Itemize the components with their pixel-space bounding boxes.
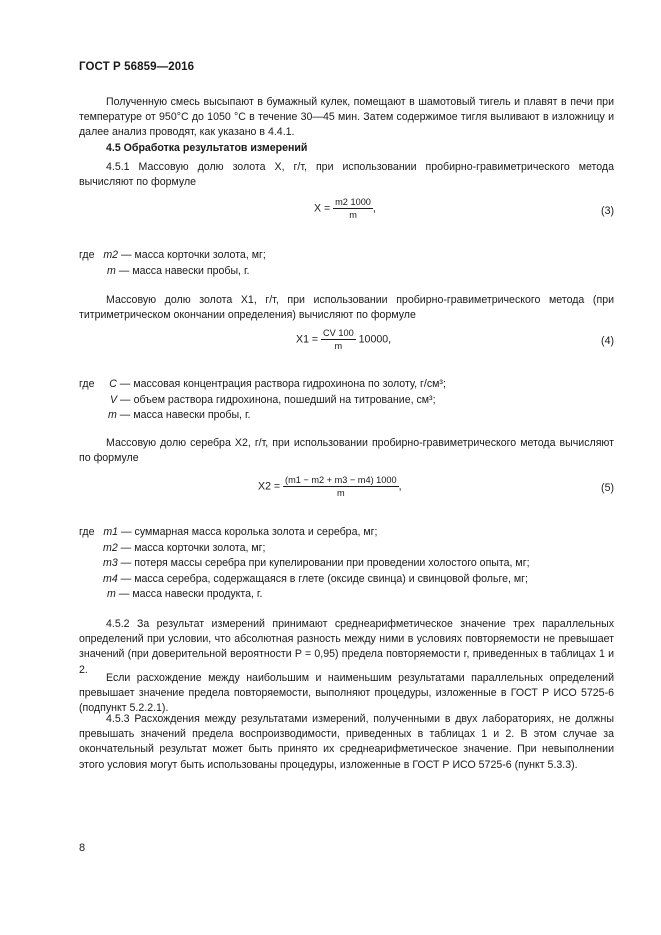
formula-5-denominator: m [337,488,345,498]
legend-symbol: m [107,588,116,600]
formula-5-fraction [283,475,399,498]
legend-where: где [79,378,95,390]
formula-3 [314,197,376,220]
paragraph-4-5-2-continued: Если расхождение между наибольшим и наименьшим результатами параллельных определений превышает значение предела повторяемости, выполняют процедуры, изложенные в ГОСТ Р ИСО 5725-6 (подпункт 5.2.2.1). [79,672,614,715]
formula-4-lhs: X1 = [296,333,319,346]
paragraph-x1: Массовую долю золота X1, г/т, при использовании пробирно-гравиметрического метода (при титриметрическом окончании определения) вычисляют по формуле [79,294,614,322]
legend-row [79,556,530,572]
legend-text: — объем раствора гидрохинона, пошедший на титрование, см³; [120,393,436,406]
standard-header: ГОСТ Р 56859—2016 [79,61,195,73]
legend-row [79,393,446,409]
equation-number-3: (3) [601,205,614,217]
legend-symbol: m [107,264,116,277]
legend-text: — масса корточки золота, мг; [120,541,266,554]
formula-3-lhs: X = [314,202,331,215]
legend-row [79,248,266,264]
legend-symbol: m4 [103,572,118,585]
legend-row [79,525,530,541]
legend-symbol: C [109,378,117,390]
section-title: 4.5 Обработка результатов измерений [106,142,308,154]
legend-symbol: m2 [103,541,118,554]
formula-3-denominator: m [349,210,357,220]
formula-3-numerator: m2 1000 [335,197,371,207]
legend-text: — потеря массы серебра при купелировании при проведении холостого опыта, мг; [120,557,530,569]
legend-where: где [79,249,95,261]
legend-text: — масса навески пробы, г. [118,264,250,277]
legend-row [79,408,446,424]
legend-row [79,377,446,393]
formula-3-fraction [333,197,373,220]
formula-4-denominator: m [334,341,343,351]
formula-5-numerator: (m1 − m2 + m3 − m4) 1000 [285,475,397,485]
legend-row [79,587,530,603]
legend-row [79,541,530,557]
legend-symbol: m2 [103,249,119,261]
legend-symbol: m1 [103,526,119,538]
formula-5 [258,475,402,498]
legend-symbol: m [108,409,117,421]
legend-text: — суммарная масса королька золота и серебра, мг; [120,526,378,538]
equation-number-5: (5) [601,482,614,494]
legend-row [79,264,266,280]
formula-4-fraction [321,328,356,351]
paragraph-4-5-1: 4.5.1 Массовую долю золота X, г/т, при использовании пробирно-гравиметрического метода вычисляют по формуле [79,161,614,189]
legend-where: где [79,526,95,538]
legend-symbol: m3 [103,557,118,569]
legend-text: — масса навески продукта, г. [118,588,263,600]
equation-number-4: (4) [601,335,614,347]
legend-text: — масса навески пробы, г. [119,409,251,421]
formula-4-numerator: CV 100 [323,328,354,338]
paragraph-x2: Массовую долю серебра X2, г/т, при использовании пробирно-гравиметрического метода вычисляют по формуле [79,437,614,465]
formula-5-tail: , [398,480,402,493]
legend-symbol: V [110,393,118,406]
formula-5-lhs: X2 = [258,480,281,493]
formula-3-tail: , [372,202,376,215]
formula-4-tail: 10000, [358,333,392,346]
page-number: 8 [79,842,86,854]
legend-formula-3 [79,248,266,279]
intro-paragraph: Полученную смесь высыпают в бумажный кулек, помещают в шамотовый тигель и плавят в печи при температуре от 950°С до 1050 °С в течение 30—45 мин. Затем содержимое тигля выливают в изложницу и далее анализ проводят, как указано в 4.4.1. [79,96,614,139]
legend-text: — масса серебра, содержащаяся в глете (оксиде свинца) и свинцовой фольге, мг; [120,572,528,585]
legend-text: — массовая концентрация раствора гидрохинона по золоту, г/см³; [119,378,446,390]
legend-formula-4 [79,377,446,424]
legend-text: — масса корточки золота, мг; [120,249,266,261]
legend-formula-5 [79,525,530,603]
legend-row [79,572,530,588]
paragraph-4-5-2: 4.5.2 За результат измерений принимают среднеарифметическое значение трех параллельных определений при условии, что абсолютная разность между ними в условиях повторяемости не превышает значений (при доверительной вероятности P = 0,95) предела повторяемости r, приведенных в таблицах 1 и 2. [79,618,614,676]
paragraph-4-5-3: 4.5.3 Расхождения между результатами измерений, полученными в двух лабораториях, не должны превышать значений предела воспроизводимости, приведенных в таблицах 1 и 2. В этом случае за окончательный результат может быть принято их среднеарифметическое значение. При невыполнении этого условия могут быть использованы процедуры, изложенные в ГОСТ Р ИСО 5725-6 (пункт 5.3.3). [79,713,614,771]
formula-4 [296,328,391,351]
